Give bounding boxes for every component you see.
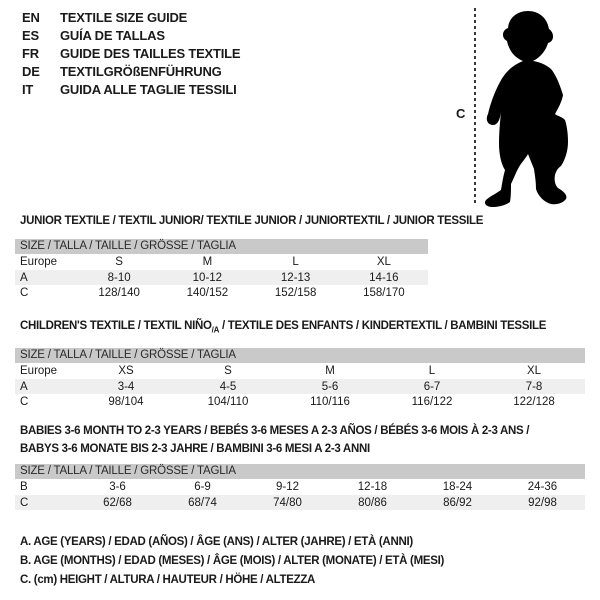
- row-label: C: [20, 287, 29, 299]
- size-value-cell: M: [325, 365, 335, 377]
- size-value-cell: XS: [118, 365, 134, 377]
- size-value-cell: 68/74: [188, 496, 217, 509]
- language-row: [22, 45, 240, 63]
- section-heading-junior: [20, 215, 483, 227]
- size-value-cell: 10-12: [192, 271, 223, 284]
- row-label: A: [20, 380, 28, 393]
- row-label: C: [20, 496, 29, 509]
- size-value-cell: 62/68: [103, 496, 132, 509]
- size-value-cell: 4-5: [219, 380, 237, 393]
- language-title-list: [22, 9, 240, 99]
- size-value-cell: S: [224, 365, 232, 377]
- size-value-cell: 92/98: [528, 496, 557, 509]
- language-row: [22, 81, 240, 99]
- section-heading-children: [20, 320, 546, 334]
- language-row: [22, 63, 240, 81]
- toddler-silhouette-image: [484, 8, 586, 208]
- language-code: IT: [22, 82, 34, 97]
- row-label: Europe: [20, 256, 58, 268]
- size-value-cell: 110/116: [310, 396, 350, 408]
- size-value-cell: 98/104: [108, 396, 144, 408]
- size-value-cell: 9-12: [275, 481, 300, 493]
- size-header-bar: SIZE / TALLA / TAILLE / GRÖSSE / TAGLIA: [15, 348, 585, 363]
- heading-segment: BABYS 3-6 MONATE BIS 2-3 JAHRE / BAMBINI 3-6 MESI A 2-3 ANNI: [20, 442, 370, 455]
- size-value-cell: 6-7: [423, 380, 441, 393]
- size-value-cell: 158/170: [363, 287, 405, 299]
- row-label: A: [20, 271, 28, 284]
- size-value-cell: 3-4: [117, 380, 135, 393]
- size-value-cell: 86/92: [443, 496, 472, 509]
- table-row: [15, 363, 585, 379]
- table-row: [15, 379, 585, 395]
- language-code: DE: [22, 64, 40, 79]
- size-value-cell: 7-8: [525, 380, 543, 393]
- table-row: [15, 254, 428, 270]
- size-value-cell: L: [292, 256, 299, 268]
- table-row: [15, 495, 585, 511]
- language-code: ES: [22, 28, 39, 43]
- size-value-cell: 5-6: [321, 380, 339, 393]
- language-code: FR: [22, 46, 39, 61]
- heading-segment: BABIES 3-6 MONTH TO 2-3 YEARS / BEBÉS 3-6 MESES A 2-3 AÑOS / BÉBÉS 3-6 MOIS À 2-3 ANS /: [20, 425, 530, 437]
- size-value-cell: 18-24: [442, 481, 473, 493]
- size-value-cell: 74/80: [273, 496, 302, 509]
- size-header-bar: SIZE / TALLA / TAILLE / GRÖSSE / TAGLIA: [15, 239, 428, 254]
- size-value-cell: 3-6: [109, 481, 126, 493]
- size-header-bar: SIZE / TALLA / TAILLE / GRÖSSE / TAGLIA: [15, 464, 585, 479]
- row-label: Europe: [20, 365, 58, 377]
- size-value-cell: 152/158: [274, 287, 317, 299]
- size-table-babies: [15, 464, 585, 510]
- size-value-cell: 12-13: [280, 271, 311, 284]
- table-row: [15, 285, 428, 301]
- size-value-cell: 24-36: [527, 481, 558, 493]
- section-heading-babies: [20, 423, 529, 458]
- size-value-cell: M: [202, 256, 213, 268]
- language-title: GUIDE DES TAILLES TEXTILE: [60, 46, 241, 61]
- size-value-cell: 104/110: [207, 396, 249, 408]
- heading-segment: /A: [211, 325, 220, 335]
- table-row: [15, 394, 585, 410]
- size-value-cell: 6-9: [194, 481, 211, 493]
- legend-note: A. AGE (YEARS) / EDAD (AÑOS) / ÂGE (ANS) / ALTER (JAHRE) / ETÀ (ANNI): [20, 536, 413, 548]
- language-title: TEXTILE SIZE GUIDE: [60, 10, 188, 25]
- table-row: [15, 270, 428, 286]
- size-value-cell: S: [115, 256, 123, 268]
- heading-segment: JUNIOR TEXTILE / TEXTIL JUNIOR/ TEXTILE JUNIOR / JUNIORTEXTIL / JUNIOR TESSILE: [20, 215, 484, 227]
- size-value-cell: XL: [526, 365, 542, 377]
- height-measure-dashed-line: [474, 8, 476, 206]
- heading-segment: / TEXTILE DES ENFANTS / KINDERTEXTIL / BAMBINI TESSILE: [219, 320, 547, 332]
- size-value-cell: 12-18: [357, 481, 388, 493]
- size-value-cell: 8-10: [107, 271, 131, 284]
- size-value-cell: 128/140: [98, 287, 140, 299]
- size-table-children: [15, 348, 585, 410]
- legend-note: C. (cm) HEIGHT / ALTURA / HAUTEUR / HÖHE / ALTEZZA: [20, 574, 316, 586]
- table-row: [15, 479, 585, 495]
- size-value-cell: 80/86: [358, 496, 387, 509]
- size-value-cell: 116/122: [411, 396, 453, 408]
- language-code: EN: [22, 10, 40, 25]
- size-value-cell: 140/152: [186, 287, 229, 299]
- language-title: TEXTILGRÖßENFÜHRUNG: [60, 64, 222, 79]
- row-label: C: [20, 396, 29, 408]
- language-row: [22, 27, 240, 45]
- size-value-cell: XL: [376, 256, 391, 268]
- size-value-cell: 14-16: [369, 271, 399, 284]
- size-value-cell: L: [428, 365, 436, 377]
- legend-note: B. AGE (MONTHS) / EDAD (MESES) / ÂGE (MOIS) / ALTER (MONATE) / ETÀ (MESI): [20, 555, 445, 567]
- size-table-junior: [15, 239, 428, 301]
- size-value-cell: 122/128: [513, 396, 555, 408]
- height-measure-label: C: [456, 106, 466, 121]
- language-row: [22, 9, 240, 27]
- heading-segment: CHILDREN'S TEXTILE / TEXTIL NIÑO: [20, 320, 212, 332]
- language-title: GUÍA DE TALLAS: [60, 28, 165, 43]
- row-label: B: [20, 481, 28, 493]
- language-title: GUIDA ALLE TAGLIE TESSILI: [60, 82, 237, 97]
- legend-notes: [20, 533, 444, 590]
